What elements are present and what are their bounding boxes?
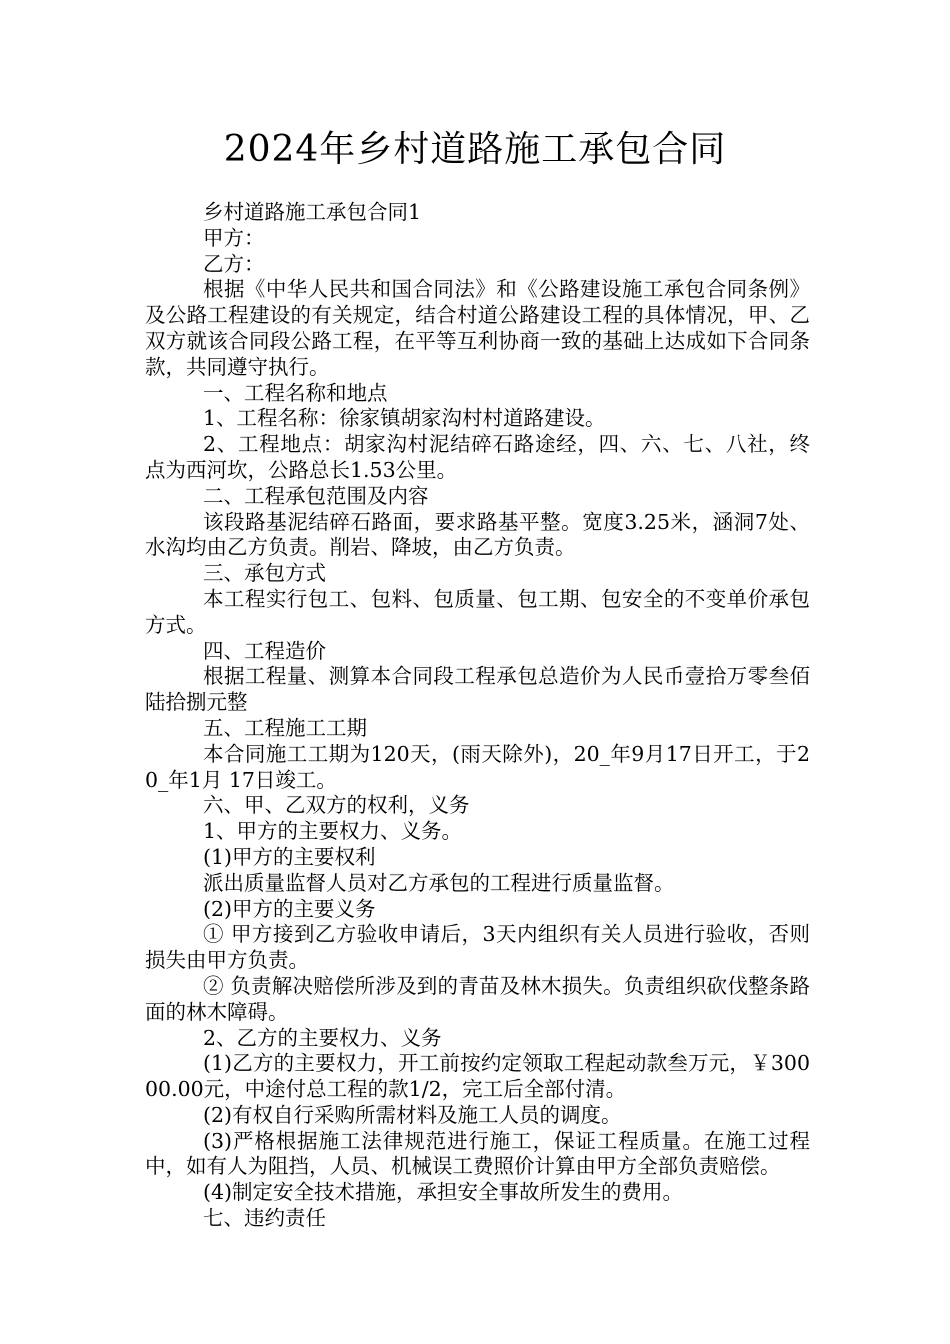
paragraph: 乙方： <box>203 251 265 276</box>
paragraph: 该段路基泥结碎石路面，要求路基平整。宽度3.25米，涵洞7处、水沟均由乙方负责。削岩、降坡，由乙方负责。 <box>145 509 810 560</box>
paragraph: 二、工程承包范围及内容 <box>203 483 429 508</box>
document-body <box>145 200 810 1232</box>
paragraph: 1、甲方的主要权力、义务。 <box>203 819 463 844</box>
paragraph: 根据工程量、测算本合同段工程承包总造价为人民币壹拾万零叁佰陆拾捌元整 <box>145 664 810 715</box>
paragraph: 本合同施工工期为120天，(雨天除外)，20_年9月17日开工，于20_年1月 17日竣工。 <box>145 741 810 792</box>
paragraph: 三、承包方式 <box>203 561 326 586</box>
paragraph: 本工程实行包工、包料、包质量、包工期、包安全的不变单价承包方式。 <box>145 586 810 637</box>
paragraph: (4)制定安全技术措施，承担安全事故所发生的费用。 <box>203 1180 684 1205</box>
paragraph: (2)甲方的主要义务 <box>203 896 376 921</box>
paragraph: 七、违约责任 <box>203 1206 326 1231</box>
document-title: 2024年乡村道路施工承包合同 <box>223 129 727 170</box>
paragraph: (2)有权自行采购所需材料及施工人员的调度。 <box>203 1102 622 1127</box>
paragraph: 六、甲、乙双方的权利，义务 <box>203 793 470 818</box>
paragraph: 乡村道路施工承包合同1 <box>203 200 422 224</box>
paragraph: 五、工程施工工期 <box>203 715 367 740</box>
paragraph: 派出质量监督人员对乙方承包的工程进行质量监督。 <box>203 870 675 895</box>
paragraph: 四、工程造价 <box>203 638 326 663</box>
paragraph: 一、工程名称和地点 <box>203 380 388 405</box>
paragraph: 2、乙方的主要权力、义务 <box>203 1025 442 1050</box>
paragraph: (3)严格根据施工法律规范进行施工，保证工程质量。在施工过程中，如有人为阻挡，人员、机械误工费照价计算由甲方全部负责赔偿。 <box>145 1128 810 1179</box>
paragraph: 根据《中华人民共和国合同法》和《公路建设施工承包合同条例》及公路工程建设的有关规定，结合村道公路建设工程的具体情况，甲、乙双方就该合同段公路工程，在平等互利协商一致的基础上达成如下合同条款，共同遵守执行。 <box>145 277 810 379</box>
paragraph: ② 负责解决赔偿所涉及到的青苗及林木损失。负责组织砍伐整条路面的林木障碍。 <box>145 973 810 1024</box>
paragraph: 甲方： <box>203 225 265 250</box>
paragraph: 2、工程地点：胡家沟村泥结碎石路途经，四、六、七、八社，终点为西河坎，公路总长1.53公里。 <box>145 432 810 482</box>
paragraph: 1、工程名称：徐家镇胡家沟村村道路建设。 <box>203 406 606 431</box>
paragraph: (1)甲方的主要权利 <box>203 844 376 869</box>
paragraph: (1)乙方的主要权力，开工前按约定领取工程起动款叁万元，￥30000.00元，中途付总工程的款1/2，完工后全部付清。 <box>145 1051 810 1102</box>
paragraph: ① 甲方接到乙方验收申请后，3天内组织有关人员进行验收，否则损失由甲方负责。 <box>145 922 810 973</box>
